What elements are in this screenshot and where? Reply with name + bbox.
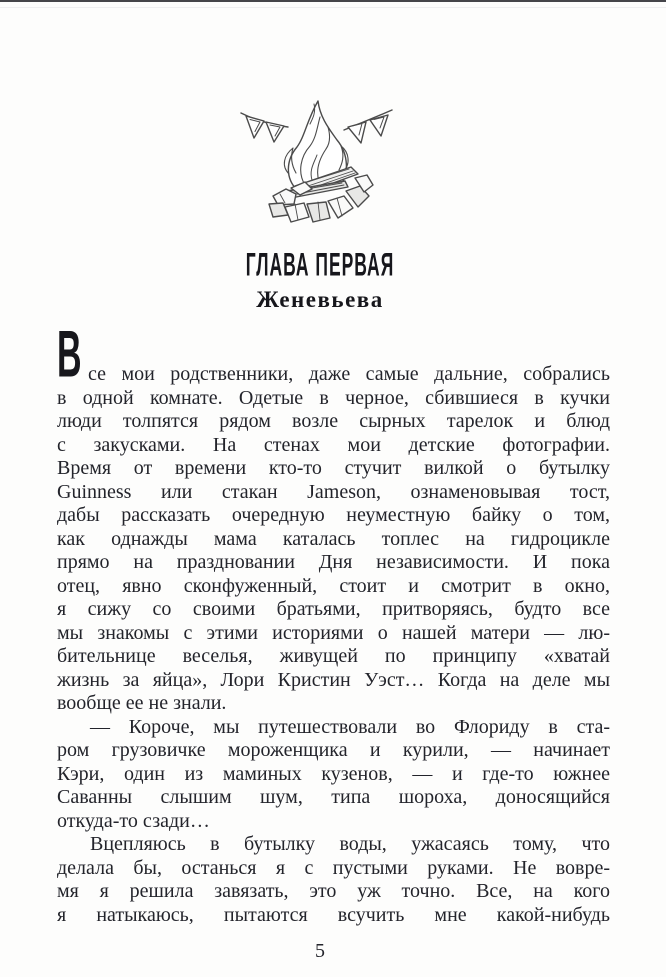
text-line: Guinness или стакан Jameson, ознаменовывая тост, <box>57 480 610 503</box>
page-top-hairline <box>0 7 666 8</box>
page-number: 5 <box>315 940 325 962</box>
chapter-subtitle: Женевьева <box>256 287 384 312</box>
text-line: жизнь за яйца», Лори Кристин Уэст… Когда на деле мы <box>57 668 610 691</box>
chapter-illustration <box>167 90 467 240</box>
paragraph <box>57 833 610 927</box>
text-line: я сижу со своими братьями, притворяясь, будто все <box>57 598 610 620</box>
text-line: Время от времени кто-то стучит вилкой о бутылку <box>57 457 610 479</box>
text-line: се мои родственники, даже самые дальние, собрались <box>88 363 610 385</box>
body-text <box>57 318 610 927</box>
text-line: Кэри, один из маминых кузенов, — и где-то южнее <box>57 762 610 785</box>
text-line: откуда-то сзади… <box>57 809 210 832</box>
text-line: ром грузовичке мороженщика и курили, — начинает <box>57 739 610 761</box>
text-line: вообще ее не знали. <box>57 692 227 714</box>
text-line: как однажды мама каталась топлес на гидроцикле <box>57 527 610 550</box>
text-line: Саванны слышим шум, типа шороха, доносящийся <box>57 786 610 808</box>
text-line: люди толпятся рядом возле сырных тарелок и блюд <box>57 410 610 432</box>
text-line: — Короче, мы путешествовали во Флориду в ста- <box>90 715 610 738</box>
paragraph <box>57 363 610 716</box>
text-line: мы знакомы с этими историями о нашей матери — лю- <box>57 621 610 644</box>
text-line: бительнице веселья, живущей по принципу «хватай <box>57 645 610 667</box>
text-line: отец, явно сконфуженный, стоит и смотрит в окно, <box>57 574 610 597</box>
bunting-left-icon <box>241 113 288 142</box>
text-line: я натыкаюсь, пытаются всучить мне какой-нибудь <box>57 903 610 926</box>
text-line: Вцепляюсь в бутылку воды, ужасаясь тому, что <box>90 833 610 855</box>
campfire-icon <box>167 90 467 240</box>
chapter-heading: ГЛАВА ПЕРВАЯ <box>245 246 395 283</box>
text-line: в одной комнате. Одетые в черное, сбившиеся в кучки <box>57 386 610 409</box>
text-line: с закусками. На стенах мои детские фотографии. <box>57 433 610 456</box>
paragraph <box>57 716 610 834</box>
page-top-edge <box>0 0 666 2</box>
text-line: прямо на праздновании Дня независимости. И пока <box>57 551 610 573</box>
text-line: мя я решила завязать, это уж точно. Все, на кого <box>57 880 610 902</box>
text-line: дабы рассказать очередную неуместную байку о том, <box>57 504 610 526</box>
bunting-right-icon <box>344 110 392 143</box>
drop-cap: В <box>57 318 82 393</box>
text-line: делала бы, останься я с пустыми руками. Не вовре- <box>57 856 610 879</box>
